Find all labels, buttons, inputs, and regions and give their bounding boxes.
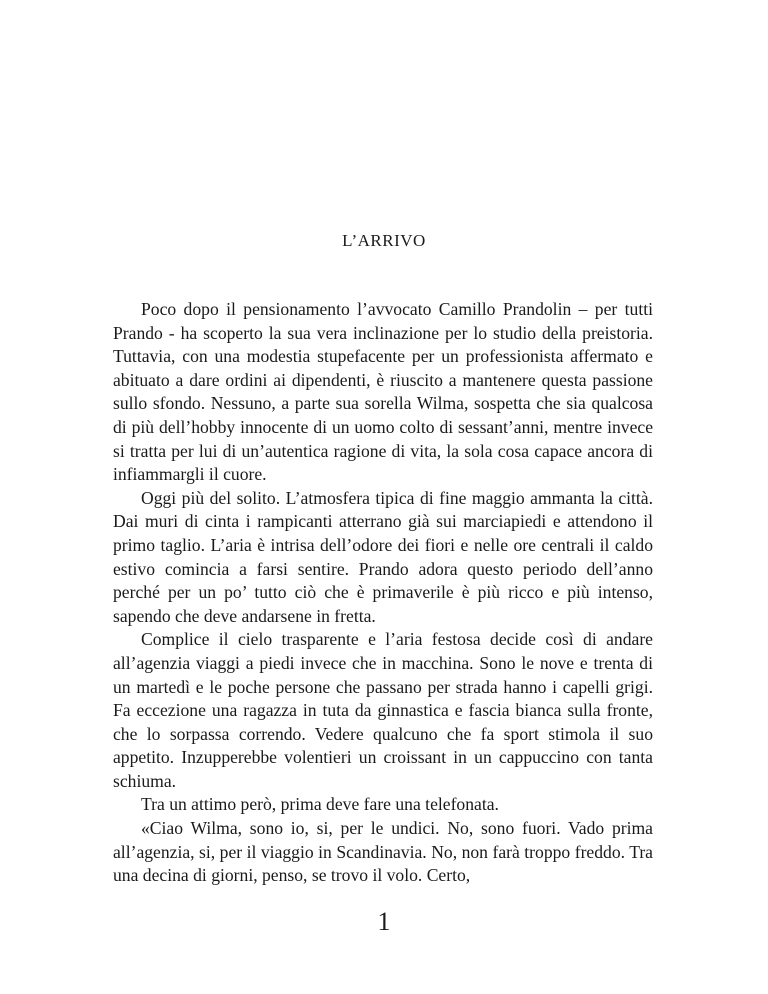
chapter-title: L’ARRIVO	[342, 231, 426, 250]
chapter-body	[113, 298, 653, 888]
page-number: 1	[377, 907, 391, 936]
paragraph: Oggi più del solito. L’atmosfera tipica di fine maggio ammanta la città. Dai muri di cinta i rampicanti atterrano già sui marciapiedi e attendono il primo taglio. L’aria è intrisa dell’odore dei fiori e nelle ore centrali il caldo estivo comincia a farsi sentire. Prando adora questo periodo dell’anno perché per un po’ tutto ciò che è primaverile è più ricco e più intenso, sapendo che deve andarsene in fretta.	[113, 487, 653, 626]
paragraph: Complice il cielo trasparente e l’aria festosa decide così di andare all’agenzia viaggi a piedi invece che in macchina. Sono le nove e trenta di un martedì e le poche persone che passano per strada hanno i capelli grigi. Fa eccezione una ragazza in tuta da ginnastica e fascia bianca sulla fronte, che lo sorpassa correndo. Vedere qualcuno che fa sport stimola il suo appetito. Inzupperebbe volentieri un croissant in un cappuccino con tanta schiuma.	[113, 629, 653, 791]
paragraph: Tra un attimo però, prima deve fare una telefonata.	[141, 794, 499, 815]
paragraph: Poco dopo il pensionamento l’avvocato Camillo Prandolin – per tutti Prando - ha scoperto la sua vera inclinazione per lo studio della preistoria. Tuttavia, con una modestia stupefacente per un professionista affermato e abituato a dare ordini ai dipendenti, è riuscito a mantenere questa passione sullo sfondo. Nessuno, a parte sua sorella Wilma, sospetta che sia qualcosa di più dell’hobby innocente di un uomo colto di sessant’anni, mentre invece si tratta per lui di un’autentica ragione di vita, la sola cosa capace ancora di infiammargli il cuore.	[113, 299, 653, 485]
paragraph: «Ciao Wilma, sono io, si, per le undici. No, sono fuori. Vado prima all’agenzia, si, per il viaggio in Scandinavia. No, non farà troppo freddo. Tra una decina di giorni, penso, se trovo il volo. Certo,	[113, 818, 653, 886]
